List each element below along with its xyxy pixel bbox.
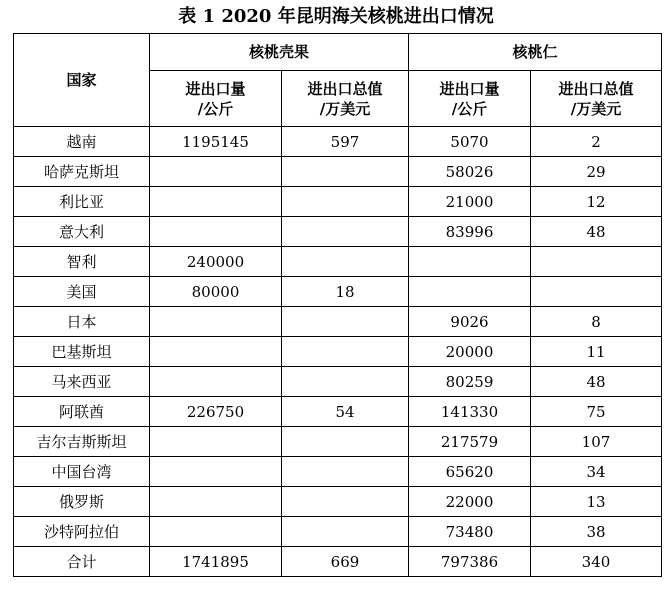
cell-country: 美国 [14,277,150,307]
cell-kernel-val [531,247,662,277]
header-country: 国家 [14,34,150,127]
cell-shell-qty: 80000 [150,277,282,307]
header-shell-qty-line1: 进出口量 [185,79,246,98]
cell-kernel-val [531,277,662,307]
cell-shell-val [282,487,409,517]
cell-kernel-val: 11 [531,337,662,367]
cell-kernel-val: 13 [531,487,662,517]
table-row [14,337,662,367]
cell-shell-qty: 226750 [150,397,282,427]
cell-shell-val [282,187,409,217]
table-row [14,517,662,547]
cell-shell-val [282,217,409,247]
cell-shell-qty [150,457,282,487]
cell-country: 中国台湾 [14,457,150,487]
cell-country: 俄罗斯 [14,487,150,517]
cell-kernel-qty: 217579 [409,427,531,457]
header-shell-val-line1: 进出口总值 [307,79,383,98]
cell-kernel-val: 12 [531,187,662,217]
cell-shell-qty [150,487,282,517]
table-row [14,487,662,517]
cell-country: 哈萨克斯坦 [14,157,150,187]
cell-shell-qty [150,427,282,457]
cell-shell-val: 597 [282,127,409,157]
cell-shell-qty [150,157,282,187]
cell-kernel-qty [409,277,531,307]
table-row-total [14,547,662,577]
cell-kernel-val: 29 [531,157,662,187]
cell-country: 日本 [14,307,150,337]
cell-kernel-qty: 22000 [409,487,531,517]
cell-shell-val [282,157,409,187]
cell-country: 沙特阿拉伯 [14,517,150,547]
table-title: 表 1 2020 年昆明海关核桃进出口情况 [178,6,494,27]
cell-kernel-qty: 9026 [409,307,531,337]
table-row [14,277,662,307]
table-row [14,307,662,337]
cell-kernel-val: 75 [531,397,662,427]
cell-country: 巴基斯坦 [14,337,150,367]
cell-shell-val: 669 [282,547,409,577]
header-kernel-qty [409,71,531,127]
cell-kernel-val: 38 [531,517,662,547]
table-row [14,457,662,487]
cell-kernel-val: 48 [531,367,662,397]
cell-kernel-qty: 20000 [409,337,531,367]
cell-country: 利比亚 [14,187,150,217]
cell-shell-val: 18 [282,277,409,307]
cell-shell-val [282,247,409,277]
header-kernel-qty-line1: 进出口量 [439,79,500,98]
cell-shell-qty [150,187,282,217]
table-row [14,397,662,427]
table-row [14,187,662,217]
header-kernel-qty-line2: /公斤 [451,99,488,118]
cell-shell-val [282,427,409,457]
cell-shell-qty [150,367,282,397]
cell-kernel-val: 8 [531,307,662,337]
cell-shell-val [282,307,409,337]
table-row [14,217,662,247]
cell-shell-qty [150,307,282,337]
cell-kernel-val: 107 [531,427,662,457]
cell-kernel-qty: 65620 [409,457,531,487]
table-row [14,157,662,187]
cell-kernel-qty: 80259 [409,367,531,397]
table-body [14,127,662,577]
cell-country: 马来西亚 [14,367,150,397]
cell-shell-val [282,457,409,487]
cell-kernel-qty: 797386 [409,547,531,577]
cell-kernel-qty: 73480 [409,517,531,547]
cell-country: 越南 [14,127,150,157]
table-row [14,367,662,397]
cell-shell-val [282,337,409,367]
cell-kernel-val: 48 [531,217,662,247]
cell-kernel-val: 34 [531,457,662,487]
cell-kernel-qty: 58026 [409,157,531,187]
walnut-trade-table [13,33,662,577]
cell-country: 合计 [14,547,150,577]
header-group-shell: 核桃壳果 [150,34,409,71]
cell-kernel-qty: 141330 [409,397,531,427]
cell-kernel-val: 2 [531,127,662,157]
cell-kernel-qty: 5070 [409,127,531,157]
header-shell-qty [150,71,282,127]
table-row [14,427,662,457]
header-group-kernel: 核桃仁 [409,34,662,71]
header-kernel-val [531,71,662,127]
cell-shell-qty [150,217,282,247]
cell-shell-val [282,367,409,397]
cell-shell-qty: 1741895 [150,547,282,577]
table-row [14,247,662,277]
cell-country: 吉尔吉斯斯坦 [14,427,150,457]
table-row [14,127,662,157]
cell-shell-qty [150,337,282,367]
cell-country: 智利 [14,247,150,277]
cell-kernel-qty: 21000 [409,187,531,217]
cell-kernel-qty [409,247,531,277]
header-row-groups [14,34,662,71]
cell-country: 意大利 [14,217,150,247]
cell-shell-val [282,517,409,547]
cell-country: 阿联酋 [14,397,150,427]
header-kernel-val-line1: 进出口总值 [558,79,634,98]
cell-shell-val: 54 [282,397,409,427]
cell-kernel-val: 340 [531,547,662,577]
header-shell-val [282,71,409,127]
cell-shell-qty [150,517,282,547]
cell-shell-qty: 240000 [150,247,282,277]
header-shell-qty-line2: /公斤 [197,99,234,118]
header-shell-val-line2: /万美元 [319,99,371,118]
cell-shell-qty: 1195145 [150,127,282,157]
header-kernel-val-line2: /万美元 [570,99,622,118]
cell-kernel-qty: 83996 [409,217,531,247]
